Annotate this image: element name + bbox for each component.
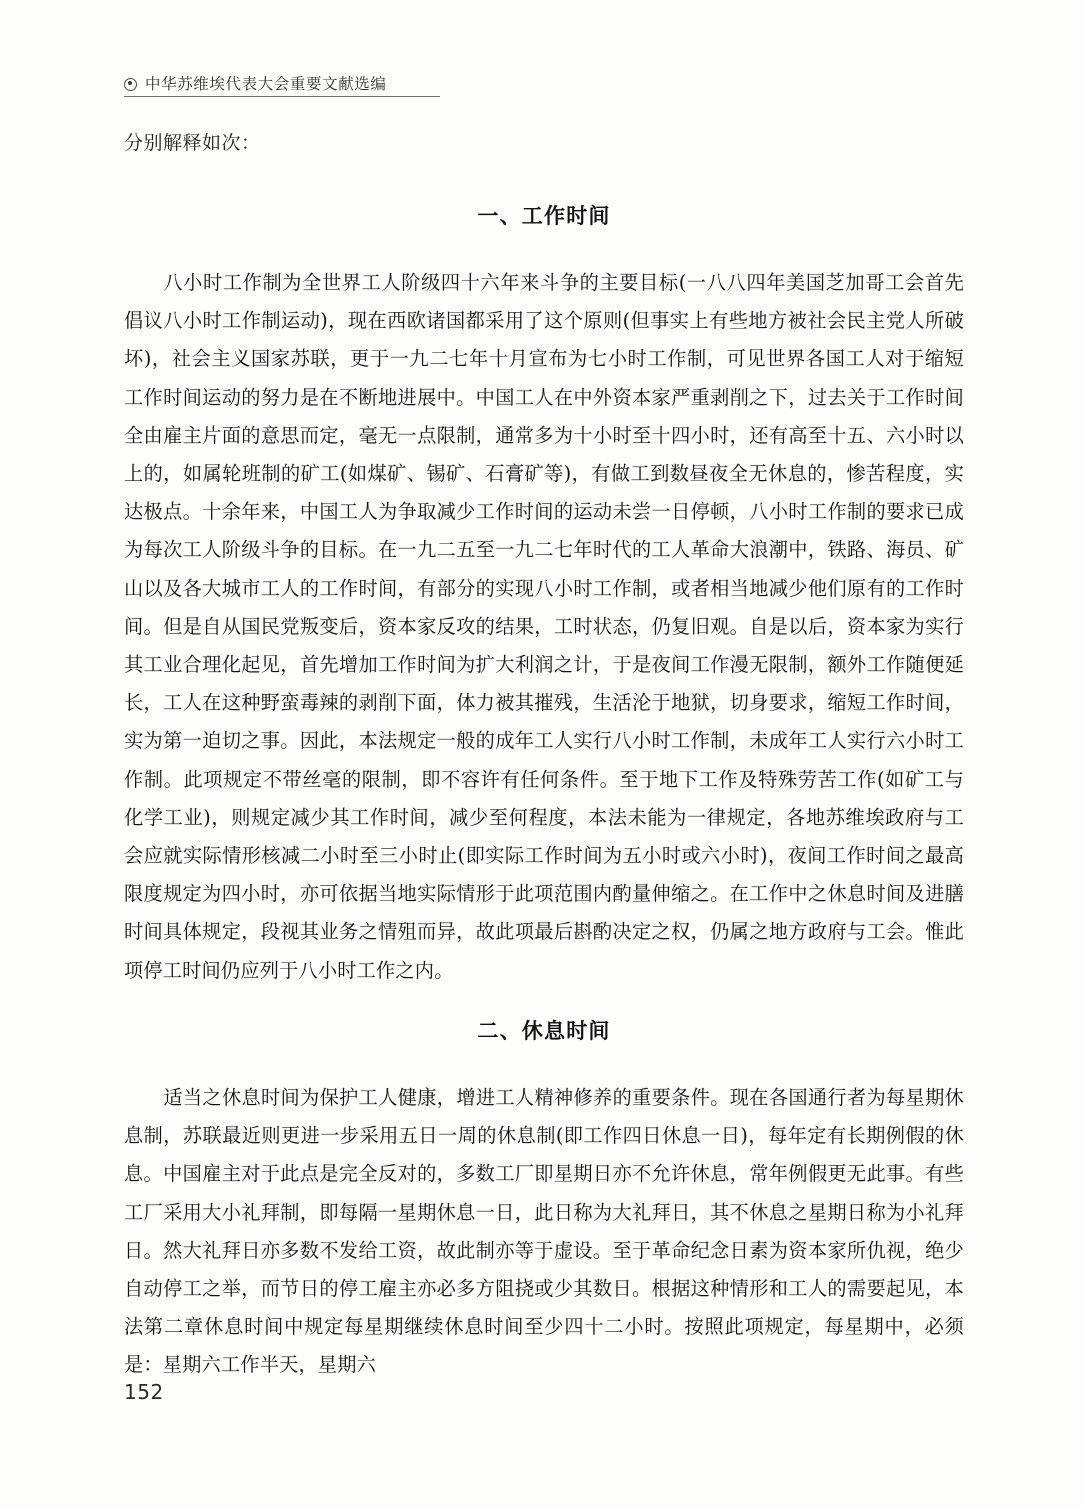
section-heading: 一、工作时间 [477,204,611,228]
section-heading: 二、休息时间 [477,1019,611,1043]
section-paragraph: 适当之休息时间为保护工人健康，增进工人精神修养的重要条件。现在各国通行者为每星期休息制，苏联最近则更进一步采用五日一周的休息制(即工作四日休息一日)，每年定有长期例假的休息。中国雇主对于此点是完全反对的，多数工厂即星期日亦不允许休息，常年例假更无此事。有些工厂采用大小礼拜制，即每隔一星期休息一日，此日称为大礼拜日，其不休息之星期日称为小礼拜日。然大礼拜日亦多数不发给工资，故此制亦等于虚设。至于革命纪念日素为资本家所仇视，绝少自动停工之举，而节日的停工雇主亦必多方阻挠或少其数日。根据这种情形和工人的需要起见，本法第二章休息时间中规定每星期继续休息时间至少四十二小时。按照此项规定，每星期中，必须是：星期六工作半天，星期六 [124,1086,964,1377]
page-content [124,0,964,1508]
page-number: 152 [124,1380,164,1404]
running-head-title: 中华苏维埃代表大会重要文献选编 [145,75,387,93]
section-rest-time [124,1015,964,1385]
section-work-time [124,200,964,990]
bullseye-icon [124,78,137,91]
section-paragraph: 八小时工作制为全世界工人阶级四十六年来斗争的主要目标(一八八四年美国芝加哥工会首先倡议八小时工作制运动)，现在西欧诸国都采用了这个原则(但事实上有些地方被社会民主党人所破坏)，社会主义国家苏联，更于一九二七年十月宣布为七小时工作制，可见世界各国工人对于缩短工作时间运动的努力是在不断地进展中。中国工人在中外资本家严重剥削之下，过去关于工作时间全由雇主片面的意思而定，毫无一点限制，通常多为十小时至十四小时，还有高至十五、六小时以上的，如属轮班制的矿工(如煤矿、锡矿、石膏矿等)，有做工到数昼夜全无休息的，惨苦程度，实达极点。十余年来，中国工人为争取减少工作时间的运动未尝一日停顿，八小时工作制的要求已成为每次工人阶级斗争的目标。在一九二五至一九二七年时代的工人革命大浪潮中，铁路、海员、矿山以及各大城市工人的工作时间，有部分的实现八小时工作制，或者相当地减少他们原有的工作时间。但是自从国民党叛变后，资本家反攻的结果，工时状态，仍复旧观。自是以后，资本家为实行其工业合理化起见，首先增加工作时间为扩大利润之计，于是夜间工作漫无限制，额外工作随便延长，工人在这种野蛮毒辣的剥削下面，体力被其摧残，生活沦于地狱，切身要求，缩短工作时间，实为第一迫切之事。因此，本法规定一般的成年工人实行八小时工作制，未成年工人实行六小时工作制。此项规定不带丝毫的限制，即不容许有任何条件。至于地下工作及特殊劳苦工作(如矿工与化学工业)，则规定减少其工作时间，减少至何程度，本法未能为一律规定，各地苏维埃政府与工会应就实际情形核减二小时至三小时止(即实际工作时间为五小时或六小时)，夜间工作时间之最高限度规定为四小时，亦可依据当地实际情形于此项范围内酌量伸缩之。在工作中之休息时间及进膳时间具体规定，段视其业务之情殂而异，故此项最后斟酌决定之权，仍属之地方政府与工会。惟此项停工时间仍应列于八小时工作之内。 [124,271,964,982]
running-head [124,72,444,94]
lead-line: 分别解释如次： [124,132,261,154]
running-head-divider [124,96,440,97]
